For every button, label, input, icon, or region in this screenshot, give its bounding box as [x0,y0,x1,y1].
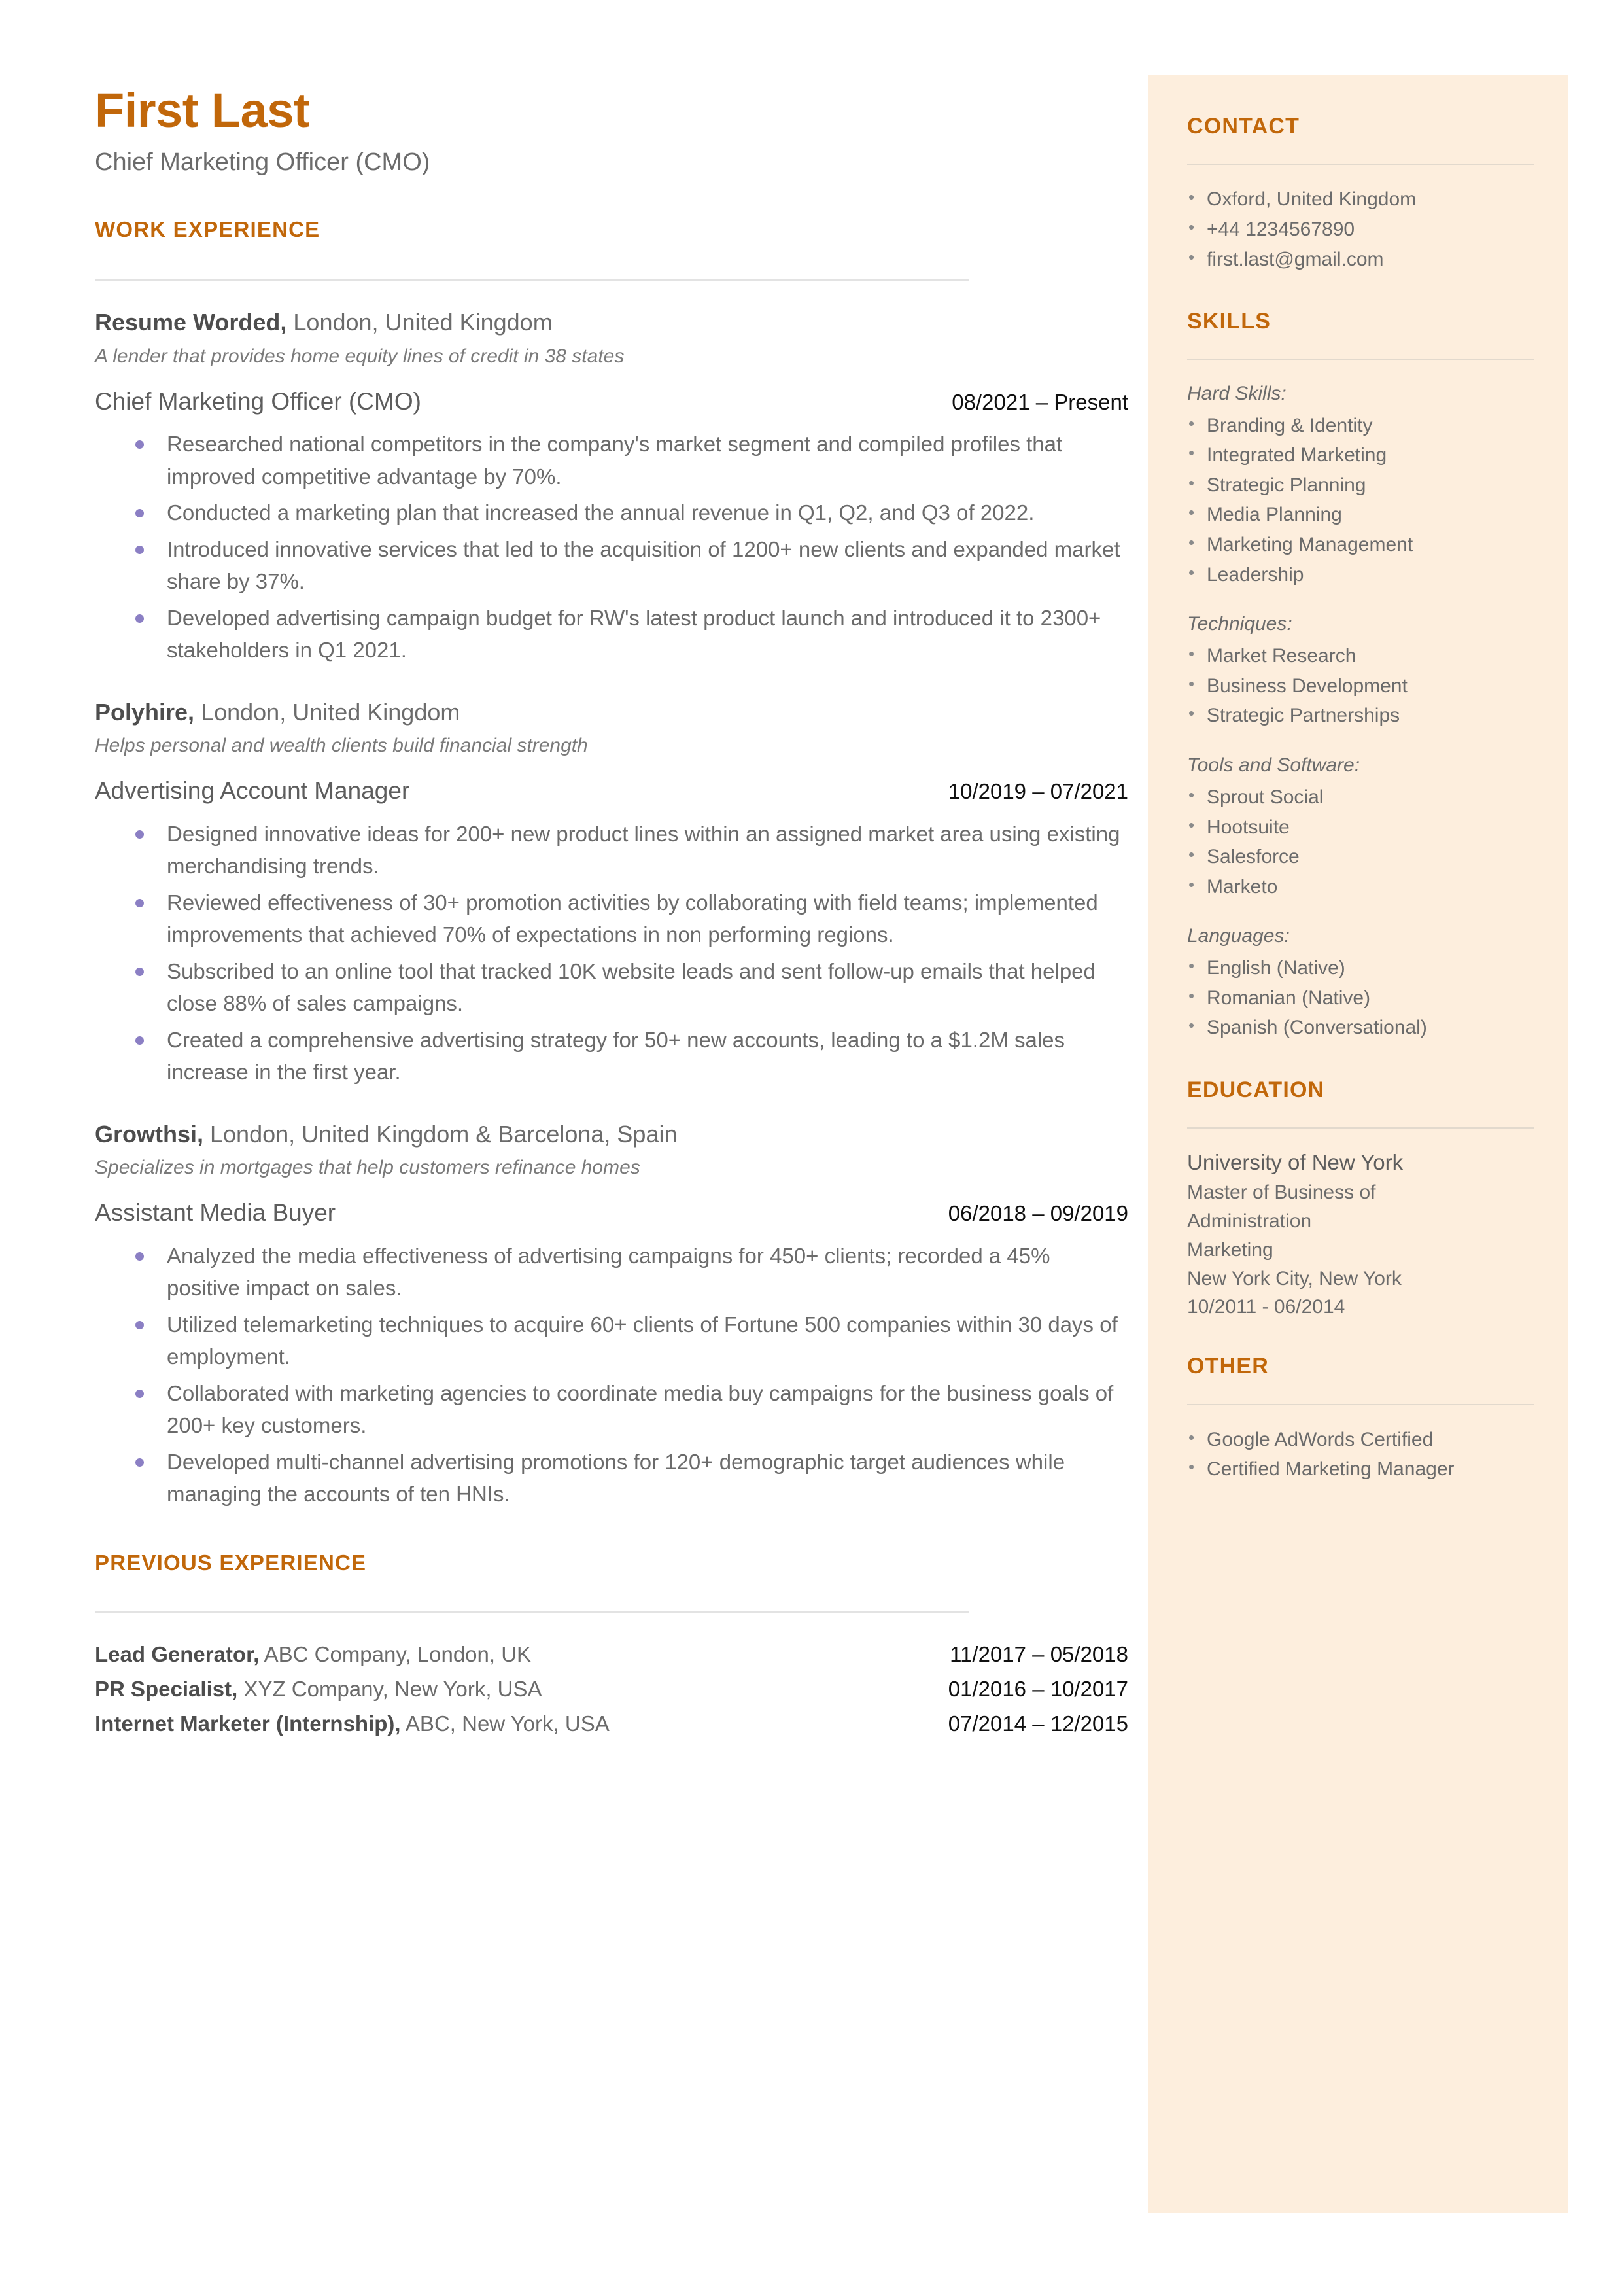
contact-item-phone[interactable]: • +44 1234567890 [1187,215,1534,245]
previous-role-line [95,1707,610,1742]
education-degree-line-1: Master of Business of [1187,1182,1376,1204]
contact-item-email[interactable]: • first.last@gmail.com [1187,245,1534,275]
skill-list-techniques [1187,641,1534,731]
skill-list-hard-skills [1187,411,1534,590]
job-bullet: Conducted a marketing plan that increased the annual revenue in Q1, Q2, and Q3 of 2022. [95,497,1128,529]
company-description: A lender that provides home equity lines of credit in 38 states [95,345,625,367]
skill-item: • Sprout Social [1187,782,1534,813]
language-item: • Spanish (Conversational) [1187,1013,1534,1043]
company-description: Specializes in mortgages that help customers refinance homes [95,1157,640,1179]
job-bullet: Created a comprehensive advertising strategy for 50+ new accounts, leading to a $1.2M sales increase in the first year. [95,1024,1128,1089]
job-bullet: Subscribed to an online tool that tracked 10K website leads and sent follow-up emails that helped close 88% of sales campaigns. [95,955,1128,1020]
skill-item: • Strategic Partnerships [1187,701,1534,731]
skill-list-tools-and-software [1187,782,1534,902]
skill-group-label-tools-and-software: Tools and Software: [1187,754,1360,776]
role-row [95,387,1128,416]
language-item: • English (Native) [1187,953,1534,983]
skill-item: • Salesforce [1187,842,1534,872]
skill-item: • Branding & Identity [1187,411,1534,441]
company-location: London, United Kingdom & Barcelona, Spain [203,1120,678,1148]
previous-experience-row [95,1707,1128,1742]
education-dates: 10/2011 - 06/2014 [1187,1296,1345,1318]
education-location: New York City, New York [1187,1267,1402,1289]
company-line [95,1119,1128,1151]
previous-role: Internet Marketer (Internship), [95,1711,401,1736]
job-bullet-list [95,1240,1128,1511]
job-bullet: Developed advertising campaign budget for RW's latest product launch and introduced it to 2300+ stakeholders in Q1 2021. [95,602,1128,667]
job-bullet: Reviewed effectiveness of 30+ promotion activities by collaborating with field teams; implemented improvements that achieved 70% of expectations in non performing regions. [95,886,1128,951]
job-bullet: Utilized telemarketing techniques to acquire 60+ clients of Fortune 500 companies within 30 days of employment. [95,1308,1128,1373]
section-heading-education: EDUCATION [1187,1077,1325,1103]
section-heading-previous-experience: PREVIOUS EXPERIENCE [95,1550,367,1575]
education-field: Marketing [1187,1238,1273,1261]
previous-role-line [95,1672,542,1707]
skill-item: • Marketo [1187,872,1534,902]
resume-sidebar [1148,75,1568,2213]
skill-group-label-languages: Languages: [1187,925,1290,947]
job-bullet-list [95,818,1128,1089]
company-description: Helps personal and wealth clients build financial strength [95,735,588,757]
company-location: London, United Kingdom [194,698,460,726]
job-bullet: Introduced innovative services that led to the acquisition of 1200+ new clients and expanded market share by 37%. [95,533,1128,598]
other-item: • Certified Marketing Manager [1187,1454,1534,1484]
job-entry [95,1119,1128,1511]
job-entry [95,697,1128,1089]
skill-group-label-techniques: Techniques: [1187,613,1292,635]
company-name: Growthsi, [95,1120,204,1148]
role-row [95,1199,1128,1227]
company-location: London, United Kingdom [286,309,553,336]
other-list [1187,1425,1534,1484]
section-divider-contact [1187,164,1534,165]
job-bullet: Analyzed the media effectiveness of advertising campaigns for 450+ clients; recorded a 45% positive impact on sales. [95,1240,1128,1305]
job-bullet: Developed multi-channel advertising promotions for 120+ demographic target audiences while managing the accounts of ten HNIs. [95,1446,1128,1511]
previous-detail: ABC Company, London, UK [259,1641,532,1666]
company-line [95,697,1128,729]
previous-experience-row [95,1638,1128,1672]
skill-item: • Market Research [1187,641,1534,671]
company-name: Polyhire, [95,698,195,726]
role-title: Assistant Media Buyer [95,1199,336,1227]
skill-item: • Media Planning [1187,500,1534,530]
section-heading-skills: SKILLS [1187,309,1271,334]
page-title: First Last [95,83,310,137]
header-job-title: Chief Marketing Officer (CMO) [95,148,430,176]
previous-experience-list [95,1638,1128,1741]
company-name: Resume Worded, [95,309,287,336]
education-school: University of New York [1187,1150,1404,1175]
education-degree-line-2: Administration [1187,1210,1312,1233]
skill-item: • Business Development [1187,671,1534,701]
section-heading-work-experience: WORK EXPERIENCE [95,217,320,241]
previous-role: PR Specialist, [95,1676,238,1701]
previous-date: 01/2016 – 10/2017 [948,1676,1128,1701]
company-line [95,307,1128,339]
skill-item: • Hootsuite [1187,813,1534,843]
contact-item-location: • Oxford, United Kingdom [1187,184,1534,215]
role-title: Chief Marketing Officer (CMO) [95,387,421,415]
previous-date: 07/2014 – 12/2015 [948,1711,1128,1736]
section-heading-contact: CONTACT [1187,114,1300,139]
skill-item: • Marketing Management [1187,530,1534,560]
previous-experience-row [95,1672,1128,1707]
job-entry [95,307,1128,666]
previous-date: 11/2017 – 05/2018 [950,1641,1128,1666]
skill-group-label-hard-skills: Hard Skills: [1187,382,1287,404]
skill-item: • Strategic Planning [1187,470,1534,500]
role-row [95,777,1128,805]
section-divider-other [1187,1404,1534,1405]
role-date: 06/2018 – 09/2019 [948,1201,1128,1226]
job-bullet: Researched national competitors in the company's market segment and compiled profiles that improved competitive advantage by 70%. [95,428,1128,493]
skill-list-languages [1187,953,1534,1043]
other-item: • Google AdWords Certified [1187,1425,1534,1455]
job-bullet-list [95,428,1128,667]
contact-list [1187,184,1534,274]
job-bullet: Designed innovative ideas for 200+ new product lines within an assigned market area using existing merchandising trends. [95,818,1128,883]
previous-detail: XYZ Company, New York, USA [237,1676,542,1701]
language-item: • Romanian (Native) [1187,983,1534,1013]
previous-role: Lead Generator, [95,1641,260,1666]
role-date: 10/2019 – 07/2021 [948,779,1128,804]
section-heading-other: OTHER [1187,1354,1269,1379]
resume-main-column [95,85,1128,1741]
previous-detail: ABC, New York, USA [400,1711,610,1736]
job-bullet: Collaborated with marketing agencies to coordinate media buy campaigns for the business goals of 200+ key customers. [95,1377,1128,1442]
skill-item: • Leadership [1187,560,1534,590]
role-date: 08/2021 – Present [952,389,1128,414]
previous-role-line [95,1638,531,1672]
role-title: Advertising Account Manager [95,777,410,805]
skill-item: • Integrated Marketing [1187,440,1534,470]
education-entry [1187,1147,1534,1322]
